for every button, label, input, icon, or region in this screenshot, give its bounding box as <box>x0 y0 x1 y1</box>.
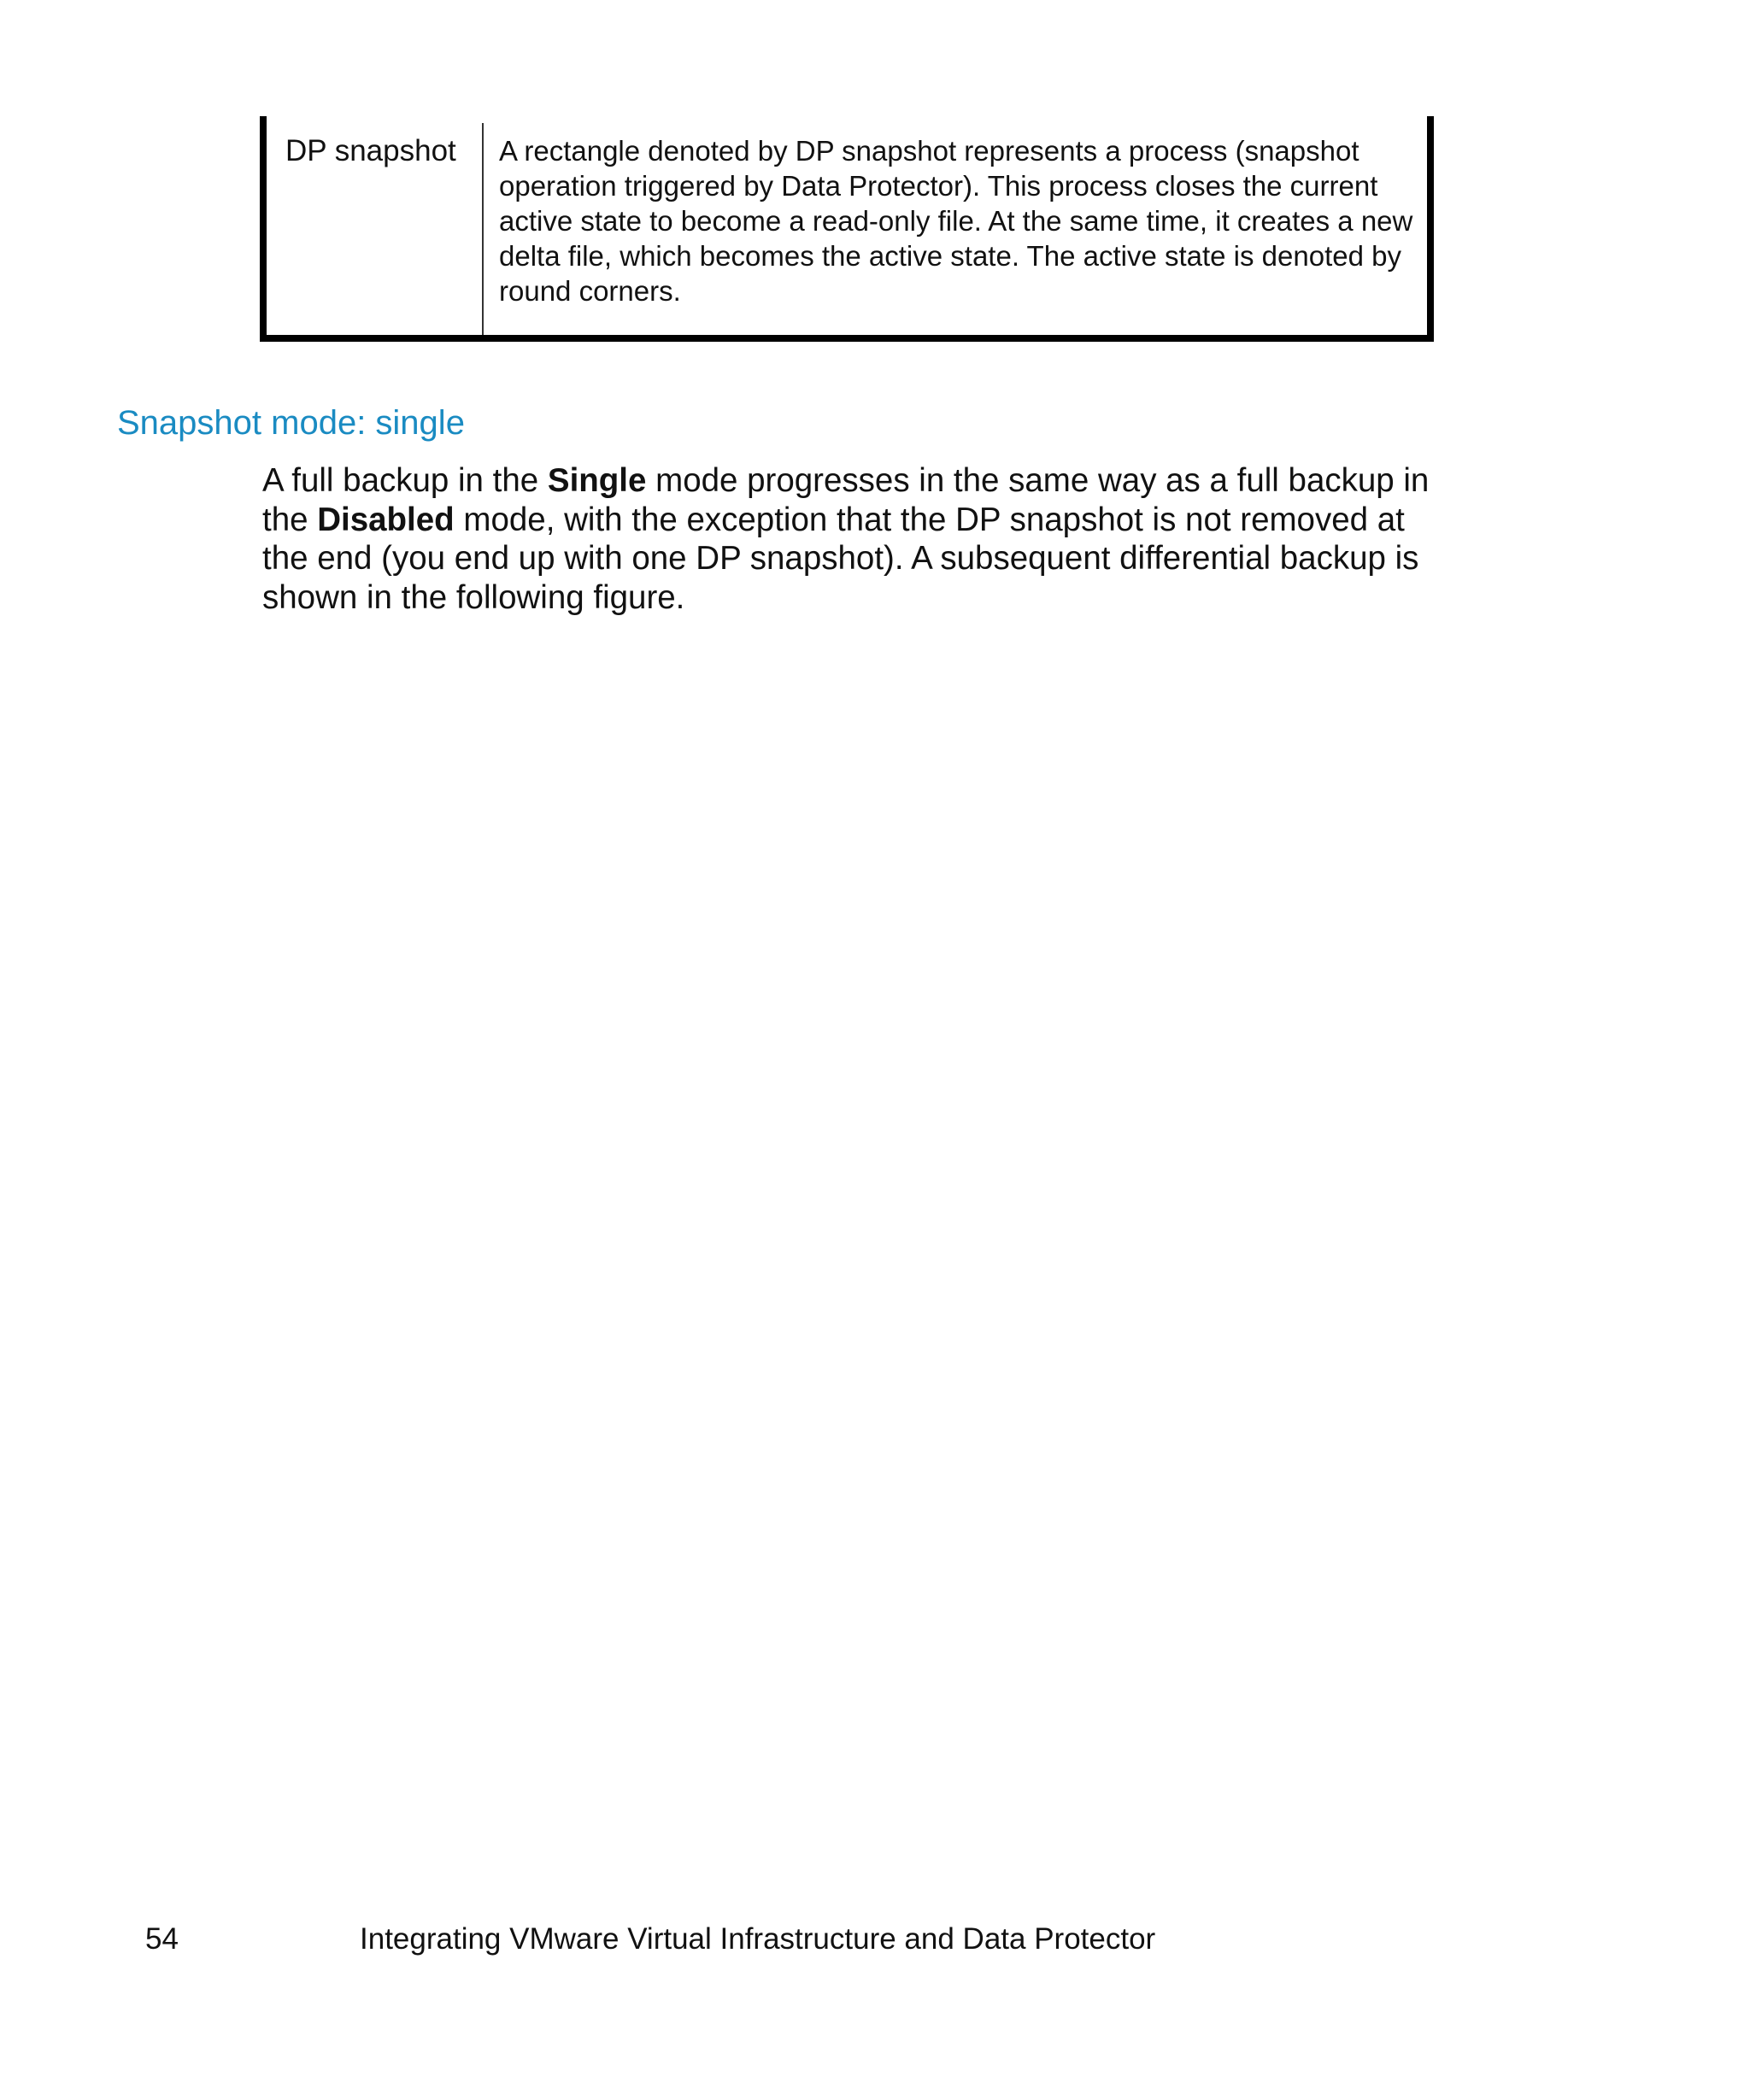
paragraph-bold-disabled: Disabled <box>317 501 455 538</box>
paragraph-text-3: mode, with the exception that the DP snapshot is not removed at the end (you end up with one DP snapshot). A subsequent differential backup is shown in the following figure. <box>262 501 1419 616</box>
running-footer-title: Integrating VMware Virtual Infrastructure and Data Protector <box>360 1922 1156 1956</box>
paragraph-text-2: mode progresses in the same way as a full backup in the <box>262 462 1430 538</box>
definition-table <box>260 116 1434 342</box>
paragraph-bold-single: Single <box>547 462 647 499</box>
column-divider <box>482 123 484 335</box>
body-paragraph <box>262 461 1442 617</box>
page-number: 54 <box>145 1922 179 1956</box>
paragraph-text-1: A full backup in the <box>262 462 548 499</box>
section-heading: Snapshot mode: single <box>117 404 465 442</box>
table-description-cell: A rectangle denoted by DP snapshot represents a process (snapshot operation triggered by Data Protector). This process closes the current active state to become a read-only file. At the same time, it creates a new delta file, which becomes the active state. The active state is denoted by round corners. <box>499 135 1413 307</box>
table-term-cell: DP snapshot <box>285 134 456 167</box>
